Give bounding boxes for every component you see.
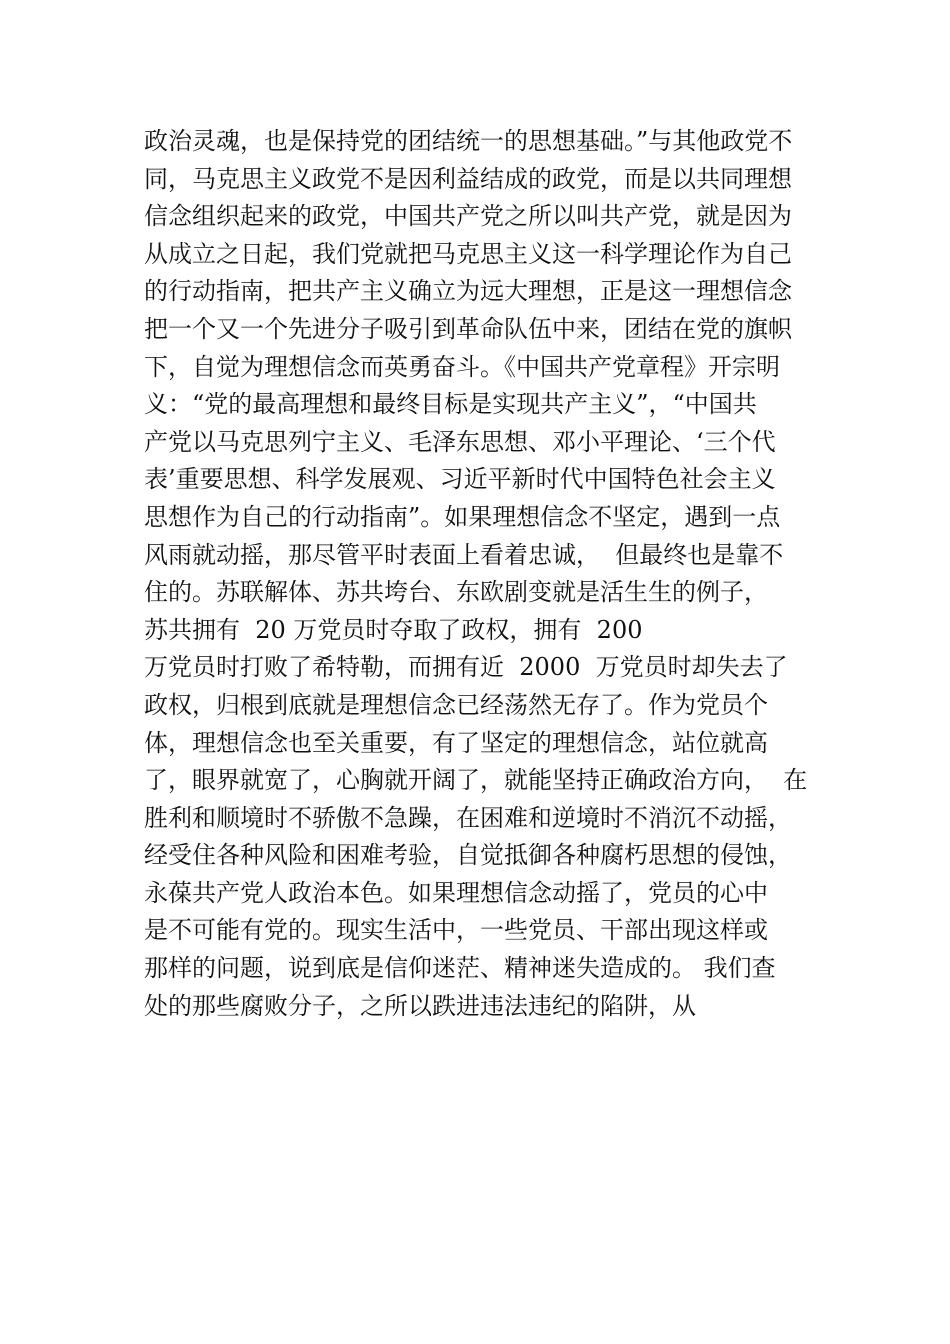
text-line: 政治灵魂，也是保持党的团结统一的思想基础。”与其他政党不 [144,127,793,155]
text-line: 产党以马克思列宁主义、毛泽东思想、邓小平理论、‘三个代 [144,427,776,456]
text-line: 风雨就动摇，那尽管平时表面上看着忠诚， 但最终也是靠不 [144,540,784,569]
text-line: 表’重要思想、科学发展观、习近平新时代中国特色社会主义 [144,465,776,494]
text-line: 的行动指南，把共产主义确立为远大理想，正是这一理想信念 [144,277,792,306]
text-line: 苏共拥有 20 万党员时夺取了政权，拥有 200 [144,615,643,644]
text-line: 处的那些腐败分子，之所以跌进违法违纪的陷阱，从 [144,991,696,1020]
text-line: 把一个又一个先进分子吸引到革命队伍中来，团结在党的旗帜 [144,314,792,343]
text-line: 经受住各种风险和困难考验，自觉抵御各种腐朽思想的侵蚀， [144,841,792,870]
text-line: 从成立之日起，我们党就把马克思主义这一科学理论作为自己 [144,239,792,268]
text-line: 那样的问题，说到底是信仰迷茫、精神迷失造成的。 我们查 [144,954,776,983]
text-line: 下，自觉为理想信念而英勇奋斗。《中国共产党章程》开宗明 [144,352,780,381]
text-line: 体，理想信念也至关重要，有了坚定的理想信念，站位就高 [144,728,768,757]
text-line: 住的。苏联解体、苏共垮台、东欧剧变就是活生生的例子， [144,578,768,607]
text-line: 同，马克思主义政党不是因利益结成的政党，而是以共同理想 [144,164,792,193]
text-line: 是不可能有党的。现实生活中，一些党员、干部出现这样或 [144,916,768,945]
text-line: 思想作为自己的行动指南”。如果理想信念不坚定，遇到一点 [144,502,781,531]
body-text [144,123,824,1025]
text-line: 了，眼界就宽了，心胸就开阔了，就能坚持正确政治方向， 在 [144,766,808,795]
text-line: 义：“党的最高理想和最终目标是实现共产主义”，“中国共 [144,390,757,419]
text-line: 万党员时打败了希特勒，而拥有近 2000 万党员时却失去了 [144,653,788,682]
text-line: 胜利和顺境时不骄傲不急躁，在困难和逆境时不消沉不动摇， [144,803,792,832]
text-line: 政权，归根到底就是理想信念已经荡然无存了。作为党员个 [144,690,768,719]
text-line: 永葆共产党人政治本色。如果理想信念动摇了，党员的心中 [144,878,768,907]
text-line: 信念组织起来的政党，中国共产党之所以叫共产党，就是因为 [144,202,792,231]
